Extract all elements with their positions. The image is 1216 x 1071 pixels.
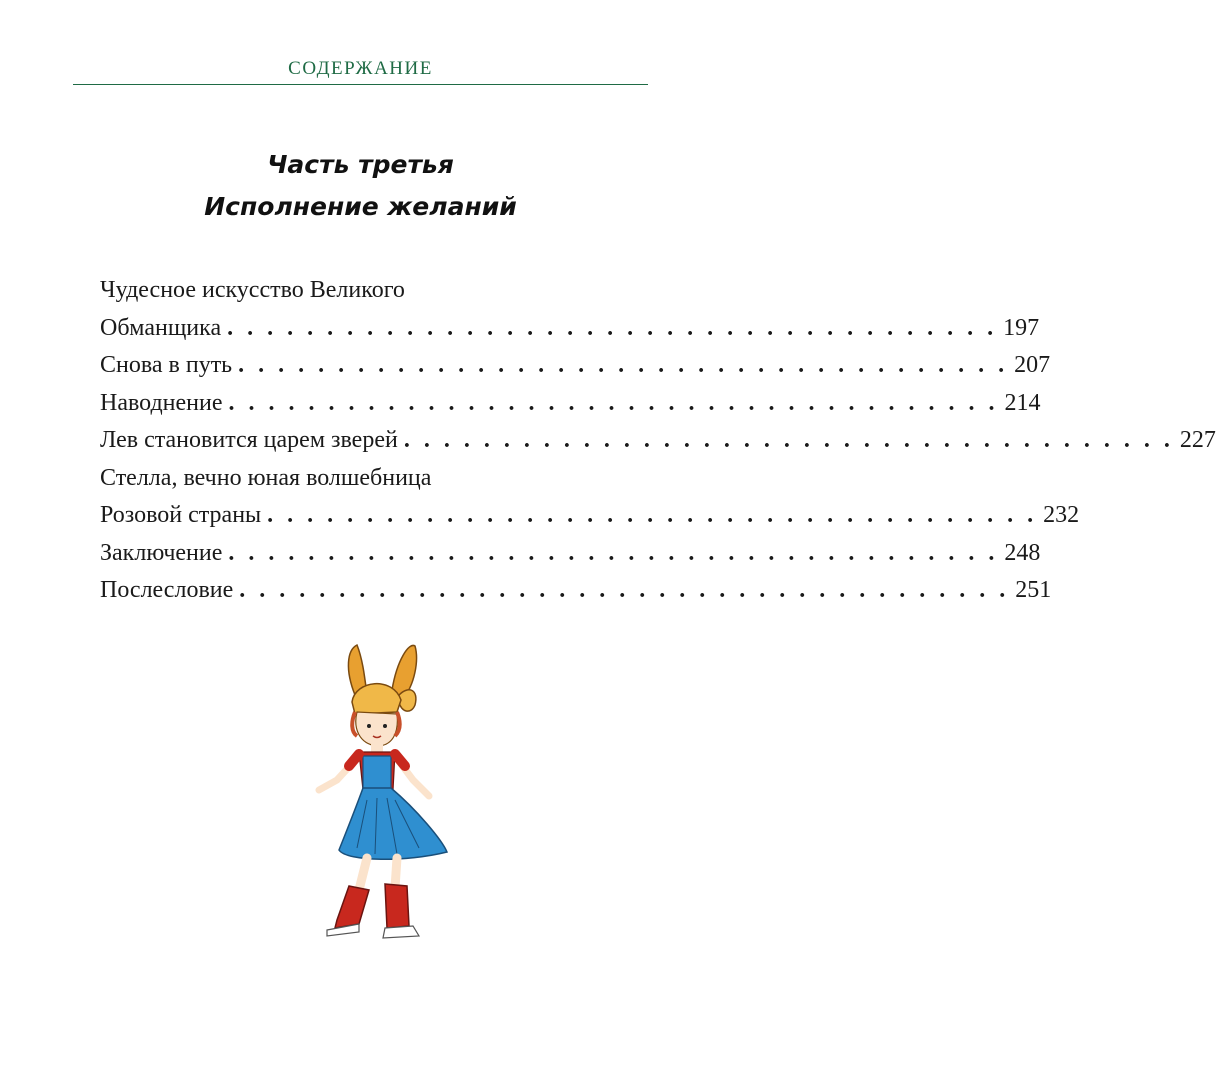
toc-entry-title: Розовой страны (100, 502, 262, 528)
toc-entry[interactable] (100, 272, 1040, 347)
running-head: СОДЕРЖАНИЕ (288, 58, 433, 79)
leader-dots: . . . . . . . . . . . . . . . . . . . . . . . . . . . . . . . . . . . . . . . (228, 539, 999, 566)
leader-dots: . . . . . . . . . . . . . . . . . . . . . . . . . . . . . . . . . . . . . . . (239, 577, 1010, 603)
toc-entry-page: 197 (1003, 314, 1040, 341)
toc-entry-page: 214 (1004, 389, 1041, 416)
toc-entry-page: 207 (1014, 352, 1051, 378)
leader-dots: . . . . . . . . . . . . . . . . . . . . . . . . . . . . . . . . . . . . . . . (267, 502, 1038, 528)
leader-dots: . . . . . . . . . . . . . . . . . . . . . . . . . . . . . . . . . . . . . . . (227, 314, 998, 341)
toc-entry-title: Лев становится царем зверей (100, 427, 398, 453)
table-of-contents (100, 272, 1216, 610)
toc-entry-page: 251 (1015, 577, 1052, 603)
toc-entry-page: 227 (1179, 427, 1216, 453)
toc-entry-title: Снова в путь (100, 352, 233, 378)
toc-entry-page: 232 (1043, 502, 1080, 528)
leader-dots: . . . . . . . . . . . . . . . . . . . . . . . . . . . . . . . . . . . . . . . (238, 352, 1009, 378)
toc-entry[interactable] (100, 422, 1216, 460)
toc-entry[interactable] (100, 347, 1051, 385)
girl-illustration (297, 640, 467, 950)
toc-entry[interactable] (100, 535, 1041, 573)
part-title: Исполнение желаний (204, 192, 517, 221)
toc-entry[interactable] (100, 572, 1052, 610)
toc-entry[interactable] (100, 460, 1080, 535)
toc-entry-title-line1: Чудесное искусство Великого (100, 277, 405, 303)
leader-dots: . . . . . . . . . . . . . . . . . . . . . . . . . . . . . . . . . . . . . . . (228, 389, 999, 416)
leader-dots: . . . . . . . . . . . . . . . . . . . . . . . . . . . . . . . . . . . . . . . (403, 427, 1174, 453)
header-rule (73, 84, 648, 85)
toc-entry-title: Наводнение (100, 389, 223, 416)
toc-entry-title-line1: Стелла, вечно юная волшебница (100, 464, 432, 491)
part-label: Часть третья (267, 150, 454, 179)
toc-entry-title: Послесловие (100, 577, 234, 603)
toc-entry-title: Заключение (100, 539, 223, 566)
toc-entry-page: 248 (1004, 539, 1041, 566)
toc-entry[interactable] (100, 385, 1041, 423)
toc-entry-title: Обманщика (100, 314, 222, 341)
